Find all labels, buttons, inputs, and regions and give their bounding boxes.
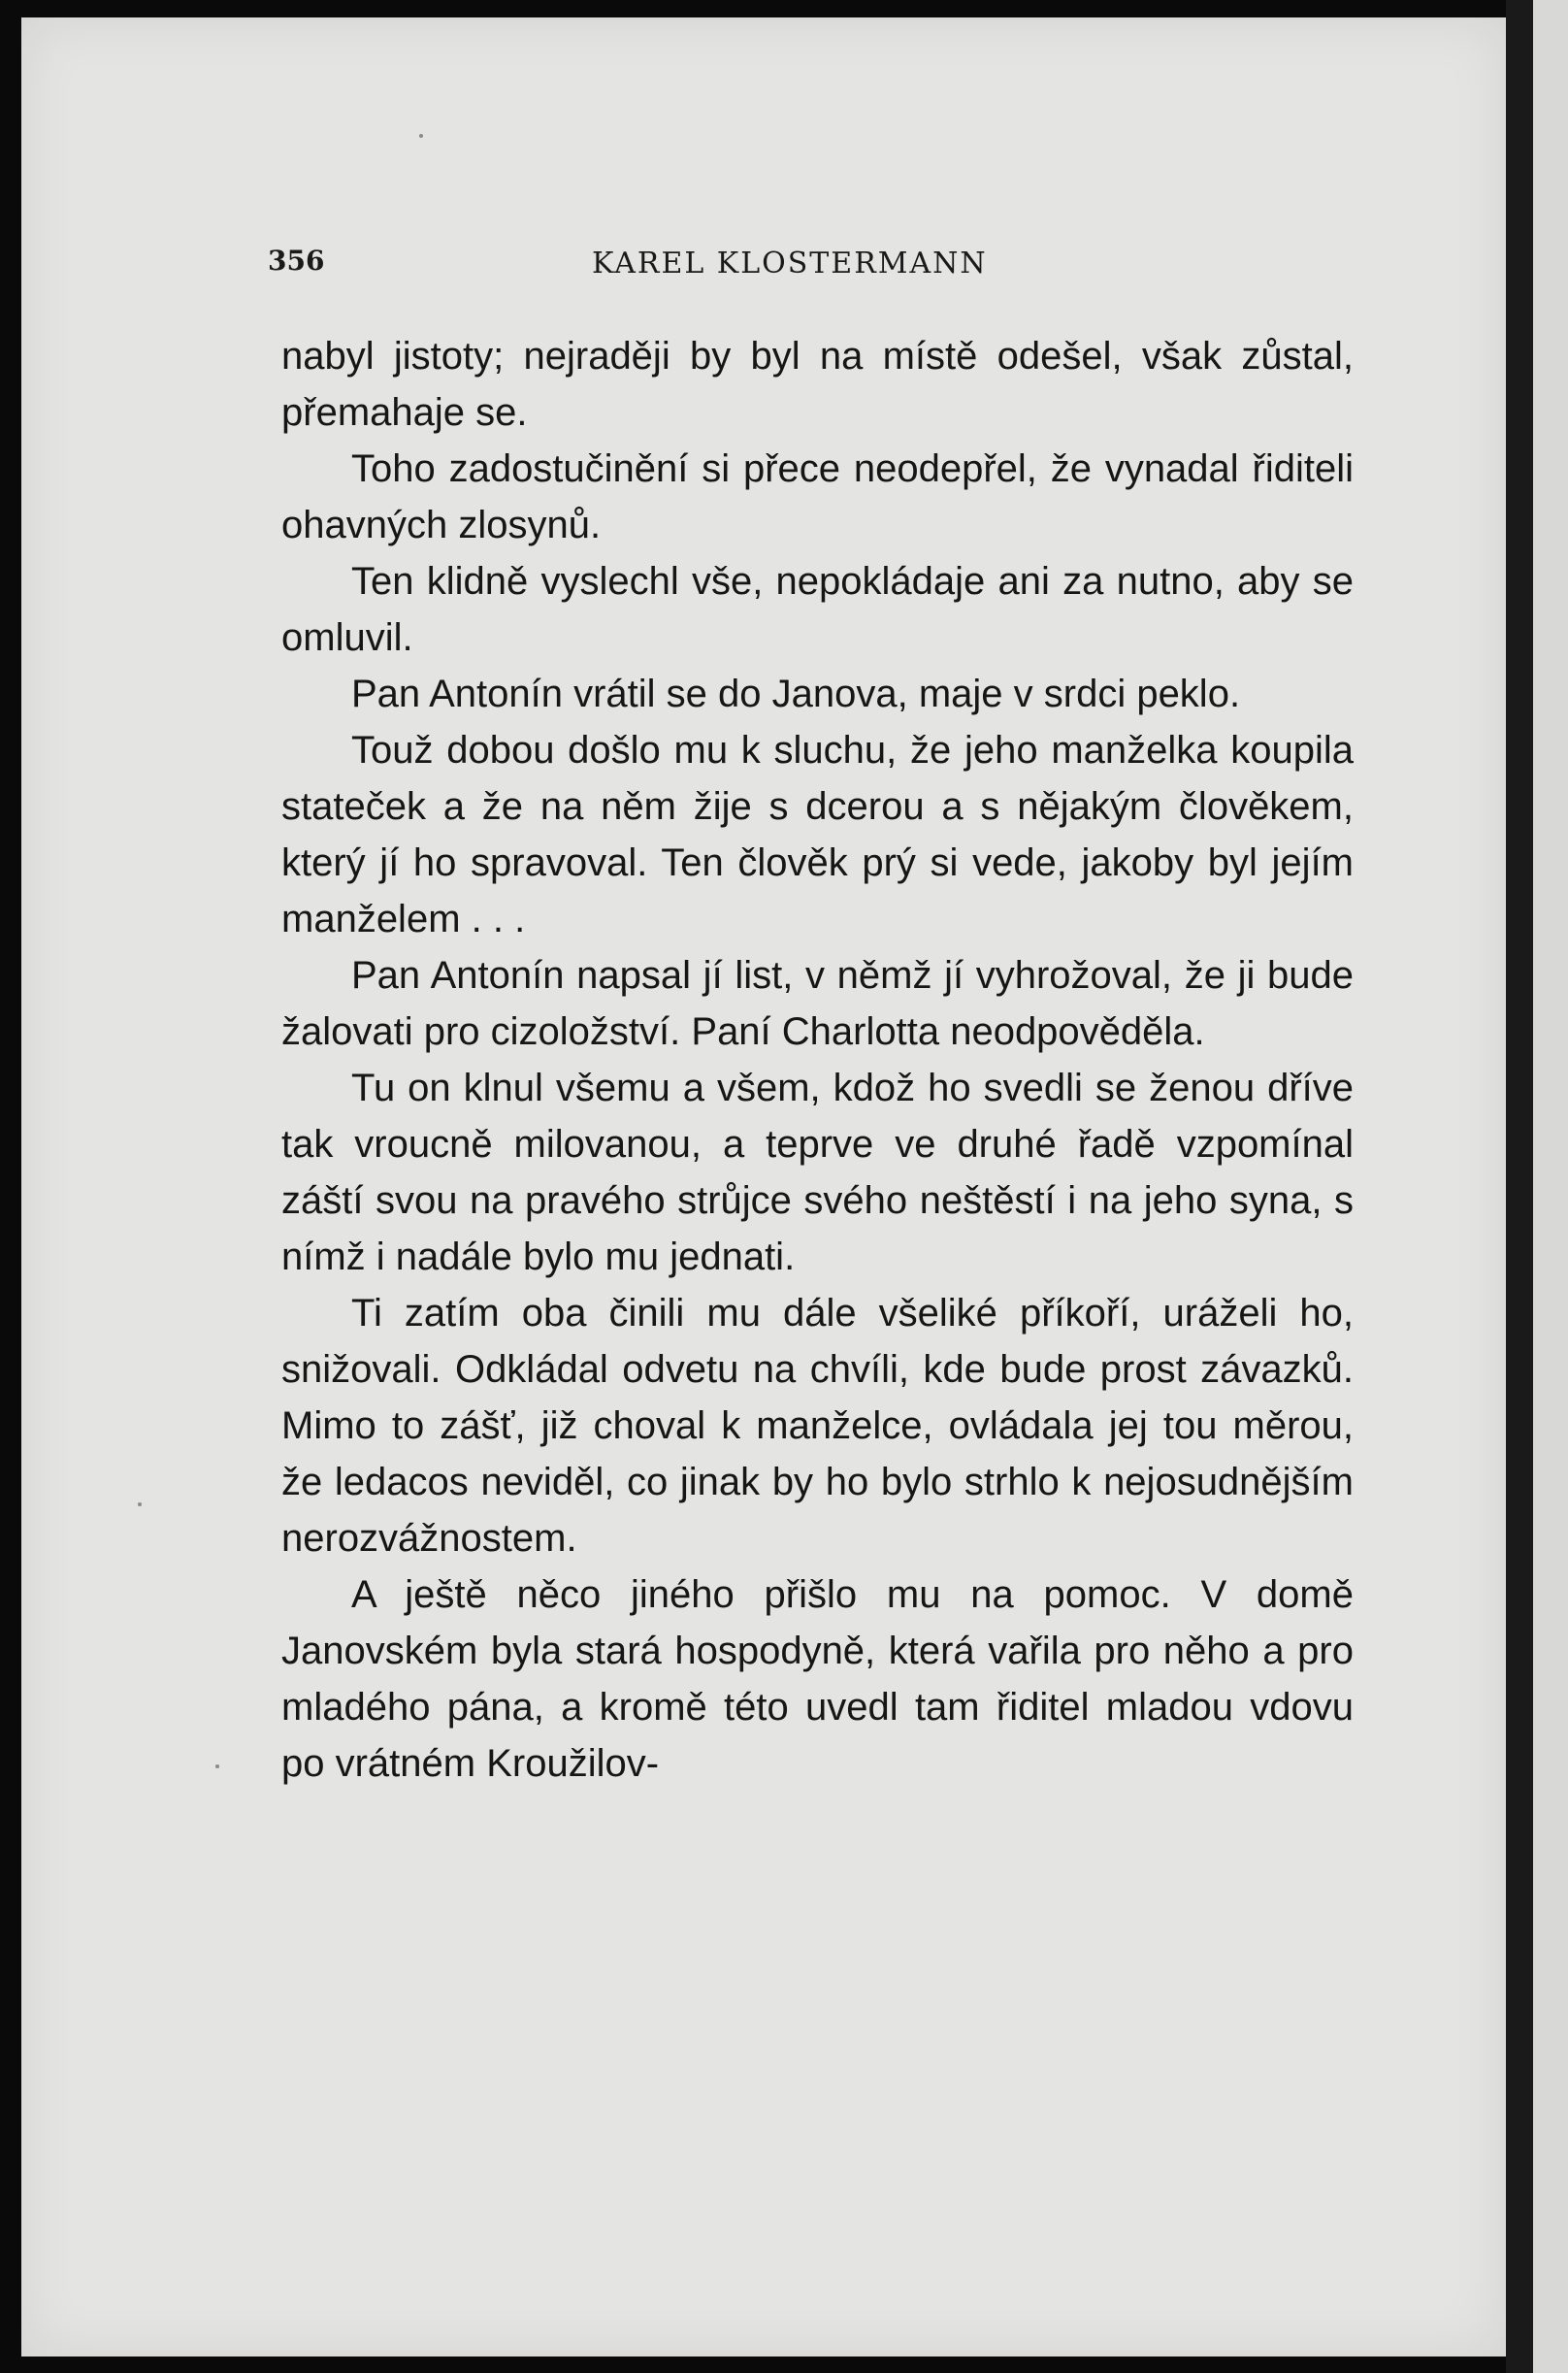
body-text [281,328,1354,1792]
paragraph-7: Tu on klnul všemu a všem, kdož ho svedli se ženou dříve tak vroucně milovanou, a teprve ve druhé řadě vzpomínal záští svou na pravého strůjce svého neštěstí i na jeho syna, s nímž i nadále bylo mu jednati. [281,1067,1354,1278]
paragraph-6: Pan Antonín napsal jí list, v němž jí vyhrožoval, že ji bude žalovati pro cizoložství. Paní Charlotta neodpověděla. [281,954,1354,1053]
running-head: KAREL KLOSTERMANN [592,247,988,280]
paragraph-2: Toho zadostučinění si přece neodepřel, že vynadal řiditeli ohavných zlosynů. [281,447,1354,546]
paragraph-4: Pan Antonín vrátil se do Janova, maje v srdci peklo. [351,673,1241,715]
paragraph-3: Ten klidně vyslechl vše, nepokládaje ani za nutno, aby se omluvil. [281,560,1354,659]
dust-speck [138,1502,142,1506]
paragraph-1: nabyl jistoty; nejraději by byl na místě odešel, však zůstal, přemahaje se. [281,335,1354,434]
page-number: 356 [268,245,325,277]
binding-gutter [1506,0,1533,2373]
dust-speck [419,134,423,138]
page-header [262,237,1358,291]
paragraph-8: Ti zatím oba činili mu dále všeliké příkoří, uráželi ho, snižovali. Odkládal odvetu na chvíli, kde bude prost závazků. Mimo to zášť, již choval k manželce, ovládala jej tou měrou, že ledacos neviděl, co jinak by ho bylo strhlo k nejosudnějším nerozvážnostem. [281,1292,1354,1560]
paragraph-5: Touž dobou došlo mu k sluchu, že jeho manželka koupila stateček a že na něm žije s dcerou a s nějakým člověkem, který jí ho spravoval. Ten člověk prý si vede, jakoby byl jejím manželem . . . [281,729,1354,940]
facing-page-edge [1533,0,1568,2373]
dust-speck [215,1764,219,1768]
paragraph-9: A ještě něco jiného přišlo mu na pomoc. V domě Janovském byla stará hospodyně, která vařila pro něho a pro mladého pána, a kromě této uvedl tam řiditel mladou vdovu po vrátném Kroužilov- [281,1573,1354,1785]
